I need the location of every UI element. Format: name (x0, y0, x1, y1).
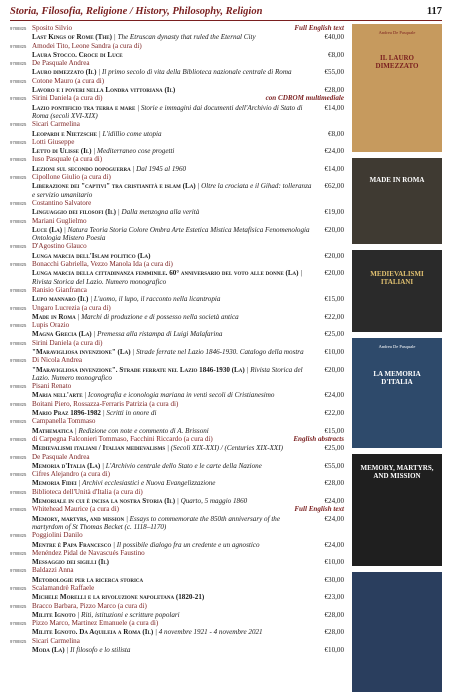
catalog-entry (10, 566, 344, 584)
entry-title: Messaggio dei sigilli (Il) (32, 558, 110, 567)
entry-title: Linguaggio dei filosofi (Il) | Dalla menzogna alla verità (32, 208, 200, 217)
entry-title: Magna Grecia (La) | Premessa alla ristampa di Luigi Malafarina (32, 330, 223, 339)
cover-title: LA MEMORIA D'ITALIA (373, 370, 421, 386)
entry-author: Amodei Tito, Leone Sandra (a cura di) (32, 41, 142, 50)
entry-subtitle: | L'Archivio centrale dello Stato e le carte della Nazione (100, 461, 262, 470)
entry-code: 9788825 (10, 96, 27, 102)
entry-price: €19,00 (324, 208, 344, 217)
entry-author: Costantino Salvatore (32, 198, 92, 207)
catalog-entry (10, 584, 344, 602)
entry-author: Campanella Tommaso (32, 417, 96, 426)
entry-subtitle: | Quarto, 5 maggio 1860 (175, 497, 248, 506)
entry-price: €15,00 (324, 426, 344, 435)
entry-subtitle: | Mediterraneo cose progetti (91, 147, 175, 156)
entry-title: Memoria d'Italia (La) | L'Archivio centrale dello Stato e le carte della Nazione (32, 461, 262, 470)
entry-price: €20,00 (324, 365, 344, 374)
entry-title: "Maravigliosa invenzione" (La) | Strade ferrate nel Lazio 1846-1930. Catalogo della mostra (32, 347, 304, 356)
entry-subtitle: | Oltre la crociata e il Gihad: tolleranza e servizio umanitario (32, 182, 312, 199)
catalog-entry (10, 619, 344, 637)
entry-title: Last Kings of Rome (The) | The Etruscan dynasty that ruled the Eternal City (32, 33, 256, 42)
entry-author: di Carpegna Falconieri Tommaso, Facchini Riccardo (a cura di) (32, 434, 213, 443)
entry-title: Lavoro e i poveri nella Londra vittoriana (Il) (32, 86, 176, 95)
entry-author: Cotone Mauro (a cura di) (32, 76, 105, 85)
entry-price: €24,00 (324, 391, 344, 400)
entry-subtitle: | Redizione con note e commento di A. Brissoni (72, 426, 209, 435)
catalog-entry (10, 304, 344, 322)
catalog-entry (10, 24, 344, 42)
entry-title: "Maravigliosa invenzione". Strade ferrate nel Lazio 1846-1930 (La) | Rivista Storica del Lazio. Numero monografico (32, 365, 303, 382)
entry-author: Biblioteca dell'Unità d'Italia (a cura di) (32, 487, 143, 496)
entry-code: 9788825 (10, 507, 27, 513)
entry-price: €20,00 (324, 251, 344, 260)
cover-title: MADE IN ROMA (369, 176, 425, 184)
entry-title: Michele Morelli e la rivoluzione napoletana (1820-21) (32, 593, 205, 602)
entry-note: English abstracts (293, 434, 344, 443)
entry-price: €20,00 (324, 269, 344, 278)
catalog-entry (10, 549, 344, 567)
entry-subtitle: | Rivista Storica del Lazio. Numero monografico (32, 365, 303, 382)
catalog-entry (10, 470, 344, 488)
entry-code: 9788825 (10, 533, 27, 539)
entry-code: 9788825 (10, 340, 27, 346)
entry-subtitle: | Scritti in onore di (100, 409, 157, 418)
entry-price: €28,00 (324, 628, 344, 637)
entry-code: 9788825 (10, 621, 27, 627)
catalog-entry (10, 488, 344, 506)
entry-title: Memoriale in cui è incisa la nostra Storia (Il) | Quarto, 5 maggio 1860 (32, 497, 248, 506)
catalog-entry (10, 199, 344, 217)
cover-title: MEDIEVALISMI ITALIANI (370, 270, 424, 286)
entry-code: 9788825 (10, 305, 27, 311)
entry-code: 9788825 (10, 638, 27, 644)
entry-code: 9788825 (10, 568, 27, 574)
catalog-entry (10, 155, 344, 173)
catalog-entry (10, 531, 344, 549)
entry-subtitle: | The Etruscan dynasty that ruled the Eternal City (112, 33, 256, 42)
entry-price: €23,00 (324, 593, 344, 602)
entry-subtitle: | Iconografia e iconologia mariana in venti secoli di Cristianesimo (82, 391, 275, 400)
entry-code: 9788825 (10, 401, 27, 407)
entry-subtitle: | (Secoli XIX-XXI) / (Centuries XIX-XXI) (165, 444, 283, 453)
entry-author: Pisani Renato (32, 382, 72, 391)
entry-title: Metodologie per la ricerca storica (32, 575, 144, 584)
entry-author: Lotti Giuseppe (32, 137, 75, 146)
entry-subtitle: | L'uomo, il lupo, il racconto nella licantropia (88, 295, 221, 304)
entry-title: Lauro dimezzato (Il) | Il primo secolo di vita della Biblioteca nazionale centrale di Roma (32, 68, 292, 77)
entry-price: €28,00 (324, 86, 344, 95)
entry-subtitle: | L'idillio come utopia (97, 129, 162, 138)
entry-code: 9788825 (10, 323, 27, 329)
catalog-entry (10, 339, 344, 357)
catalog-entry (10, 217, 344, 243)
entry-code: 9788825 (10, 218, 27, 224)
entry-title: Maria nell'arte | Iconografia e iconologia mariana in venti secoli di Cristianesimo (32, 391, 275, 400)
entry-author: Iuso Pasquale (a cura di) (32, 155, 103, 164)
catalog-entry (10, 94, 344, 120)
entry-code: 9788825 (10, 419, 27, 425)
page-number: 117 (426, 6, 442, 17)
catalog-entry (10, 59, 344, 77)
entry-price: €55,00 (324, 68, 344, 77)
entry-code: 9788825 (10, 122, 27, 128)
entry-title: Lunga marcia della cittadinanza femminile. 60° anniversario del voto alle donne (La) | Rivista Storica del Lazio. Numero monografico (32, 269, 303, 286)
entry-title: Mentre è Papa Francesco | Il possibile dialogo fra un credente e un agnostico (32, 540, 260, 549)
entry-subtitle: | Il possibile dialogo fra un credente e un agnostico (111, 540, 260, 549)
entry-code: 9788825 (10, 454, 27, 460)
entry-subtitle: | Premessa alla ristampa di Luigi Malafarina (91, 330, 223, 339)
page-header (10, 6, 442, 20)
entry-subtitle: | Archivi ecclesiastici e Nuova Evangelizzazione (76, 479, 216, 488)
entry-code: 9788825 (10, 139, 27, 145)
entry-subtitle: | Essays to commemorate the 850th anniversary of the martyrdom of St Thomas Becket (c. 1118–1170) (32, 514, 280, 531)
entry-title: Made in Roma | Marchi di produzione e di possesso nella società antica (32, 312, 239, 321)
catalog-entry (10, 138, 344, 156)
entry-code: 9788825 (10, 26, 27, 31)
entry-title: Liberazione dei "captivi" tra cristianità e islam (La) | Oltre la crociata e il Gihad: tolleranza e servizio umanitario (32, 182, 312, 199)
entry-title: Medievalismi italiani / Italian medievalisms | (Secoli XIX-XXI) / (Centuries XIX-XXI) (32, 444, 283, 453)
entry-title: Lezioni sul secondo dopoguerra | Dal 1945 al 1960 (32, 164, 187, 173)
book-cover (352, 572, 442, 692)
cover-title: MEMORY, MARTYRS, AND MISSION (360, 464, 434, 480)
entry-author: Cifres Alejandro (a cura di) (32, 470, 110, 479)
entry-title: Mathematica | Redizione con note e commento di A. Brissoni (32, 426, 209, 435)
entry-price: €28,00 (324, 479, 344, 488)
entry-price: €24,00 (324, 540, 344, 549)
entry-price: €8,00 (328, 129, 344, 138)
entry-author: Sposito Silvio (32, 24, 73, 32)
entry-code: 9788825 (10, 384, 27, 390)
entry-price: €22,00 (324, 312, 344, 321)
header-rule (10, 20, 442, 21)
entry-code: 9788825 (10, 287, 27, 293)
catalog-entry (10, 286, 344, 304)
book-cover (352, 158, 442, 244)
catalog-entry (10, 417, 344, 435)
entry-subtitle: | Marchi di produzione e di possesso nella società antica (75, 312, 239, 321)
entry-subtitle: | Riti, istituzioni e scritture popolari (75, 610, 180, 619)
cover-author: Andrea De Pasquale (378, 344, 416, 349)
entry-title: Mario Praz 1896-1982 | Scritti in onore di (32, 409, 157, 418)
entry-price: €14,00 (324, 164, 344, 173)
entry-author: Di Nicola Andrea (32, 356, 83, 365)
entry-price: €55,00 (324, 461, 344, 470)
book-cover (352, 250, 442, 332)
entry-subtitle: | Strade ferrate nel Lazio 1846-1930. Catalogo della mostra (130, 347, 304, 356)
entry-author: Mariani Guglielmo (32, 216, 87, 225)
entry-code: 9788825 (10, 262, 27, 268)
entry-code: 9788825 (10, 43, 27, 49)
entry-price: €10,00 (324, 558, 344, 567)
entry-author: Menéndez Pidal de Navascués Faustino (32, 548, 145, 557)
entry-author: Bracco Barbara, Pizzo Marco (a cura di) (32, 601, 147, 610)
entry-code: 9788825 (10, 200, 27, 206)
entry-author: Cipollone Giulio (a cura di) (32, 173, 111, 182)
entry-note: con CDROM multimediale (265, 94, 344, 103)
entry-title: Letto di Ulisse (Il) | Mediterraneo cose progetti (32, 147, 175, 156)
entry-author: Sicari Carmelina (32, 120, 80, 129)
entry-code: 9788825 (10, 78, 27, 84)
catalog-entry (10, 120, 344, 138)
entry-price: €40,00 (324, 33, 344, 42)
entry-author: De Pasquale Andrea (32, 452, 90, 461)
book-cover (352, 24, 442, 152)
cover-column (348, 24, 444, 698)
entry-price: €28,00 (324, 610, 344, 619)
entry-author: Pizzo Marco, Martinez Emanuele (a cura di) (32, 619, 159, 628)
entry-price: €10,00 (324, 347, 344, 356)
entry-price: €30,00 (324, 575, 344, 584)
entry-code: 9788825 (10, 586, 27, 591)
section-title: Storia, Filosofia, Religione / History, Philosophy, Religion (10, 6, 263, 17)
entry-title: Milite Ignoto. Da Aquileia a Roma (Il) | 4 novembre 1921 - 4 novembre 2021 (32, 628, 263, 637)
entry-author: Boitani Piero, Rossazza-Ferraris Patrizia (a cura di) (32, 399, 179, 408)
entry-title: Moda (La) | Il filosofo e lo stilista (32, 646, 131, 655)
catalog-entry (10, 435, 344, 453)
entry-subtitle: | Il primo secolo di vita della Biblioteca nazionale centrale di Roma (96, 68, 292, 77)
entry-price: €24,00 (324, 147, 344, 156)
entry-title: Lupo mannaro (Il) | L'uomo, il lupo, il racconto nella licantropia (32, 295, 221, 304)
entry-code: 9788825 (10, 61, 27, 67)
entry-price: €22,00 (324, 409, 344, 418)
entry-code: 9788825 (10, 603, 27, 609)
entry-code: 9788825 (10, 157, 27, 163)
catalog-entry (10, 173, 344, 199)
entry-subtitle: | Natura Teoria Storia Colore Ombra Arte Estetica Mistica Metafisica Fenomenologia Ontologia Mistero Poesia (32, 225, 310, 243)
entry-title: Luce (La) | Natura Teoria Storia Colore Ombra Arte Estetica Mistica Metafisica Fenomenologia Ontologia Mistero Poesia (32, 225, 310, 243)
entry-author: Whitehead Maurice (a cura di) (32, 505, 120, 514)
catalog-entry (10, 356, 344, 382)
catalog-entry (10, 505, 344, 531)
entry-subtitle: | Dalla menzogna alla verità (115, 208, 200, 217)
entry-title: Memoria Fidei | Archivi ecclesiastici e Nuova Evangelizzazione (32, 479, 216, 488)
entry-code: 9788825 (10, 550, 27, 556)
catalog-entry (10, 42, 344, 60)
entry-price: €15,00 (324, 295, 344, 304)
entry-subtitle: | Storie e immagini dai documenti dell'Archivio di Stato di Roma (secoli XVI-XIX) (32, 103, 303, 120)
entry-code: 9788825 (10, 436, 27, 442)
cover-title: IL LAURO DIMEZZATO (375, 54, 419, 70)
catalog-entry (10, 382, 344, 400)
catalog-list (10, 24, 344, 654)
entry-code: 9788825 (10, 358, 27, 364)
entry-code: 9788825 (10, 472, 27, 478)
entry-author: Ungaro Lucrezia (a cura di) (32, 303, 111, 312)
entry-price: €25,00 (324, 444, 344, 453)
catalog-entry (10, 242, 344, 260)
entry-subtitle: | Dal 1945 al 1960 (130, 164, 187, 173)
entry-title: Milite Ignoto | Riti, istituzioni e scritture popolari (32, 610, 180, 619)
entry-author: Bonacchi Gabriella, Vezzo Manola Ida (a cura di) (32, 260, 173, 269)
entry-author: Sicari Carmelina (32, 636, 80, 645)
catalog-entry (10, 260, 344, 286)
entry-price: €24,00 (324, 497, 344, 506)
catalog-entry (10, 77, 344, 95)
entry-code: 9788825 (10, 489, 27, 495)
book-cover (352, 454, 442, 566)
entry-title: Memory, martyrs, and mission | Essays to commemorate the 850th anniversary of the martyrdom of St Thomas Becket (c. 1118–1170) (32, 514, 280, 531)
entry-price: €25,00 (324, 330, 344, 339)
entry-author: Baldazzi Anna (32, 566, 74, 575)
entry-price: €10,00 (324, 646, 344, 655)
entry-price: €24,00 (324, 514, 344, 523)
entry-subtitle: | Il filosofo e lo stilista (64, 646, 131, 655)
entry-subtitle: | Rivista Storica del Lazio. Numero monografico (32, 269, 303, 286)
entry-code: 9788825 (10, 175, 27, 181)
cover-author: Andrea De Pasquale (378, 30, 416, 35)
catalog-entry (10, 637, 344, 655)
entry-title: Leopardi e Nietzsche | L'idillio come utopia (32, 129, 162, 138)
entry-author: D'Agostino Glauco (32, 242, 87, 251)
entry-author: De Pasquale Andrea (32, 59, 90, 68)
catalog-entry (10, 400, 344, 418)
entry-price: €20,00 (324, 225, 344, 234)
entry-note: Full English text (294, 24, 344, 32)
entry-title: Lazio pontificio tra terra e mare | Storie e immagini dai documenti dell'Archivio di Stato di Roma (secoli XVI-XIX) (32, 103, 303, 120)
entry-author: Sirini Daniela (a cura di) (32, 94, 103, 103)
entry-author: Scalamandrè Raffaele (32, 584, 95, 592)
entry-author: Sirini Daniela (a cura di) (32, 338, 103, 347)
entry-subtitle: | 4 novembre 1921 - 4 novembre 2021 (153, 628, 263, 637)
entry-author: Ranisio Gianfranca (32, 285, 87, 294)
entry-note: Full English text (294, 505, 344, 514)
entry-price: €14,00 (324, 103, 344, 112)
catalog-entry (10, 321, 344, 339)
entry-title: Laura Stocco. Croce di Luce (32, 50, 123, 59)
book-cover (352, 338, 442, 448)
catalog-entry (10, 453, 344, 471)
entry-author: Poggiolini Danilo (32, 531, 83, 540)
catalog-entry (10, 602, 344, 620)
entry-price: €62,00 (324, 182, 344, 191)
entry-code: 9788825 (10, 244, 27, 250)
entry-price: €8,00 (328, 50, 344, 59)
entry-author: Lupis Orazio (32, 321, 70, 330)
entry-title: Lunga marcia dell'Islam politico (La) (32, 251, 151, 260)
